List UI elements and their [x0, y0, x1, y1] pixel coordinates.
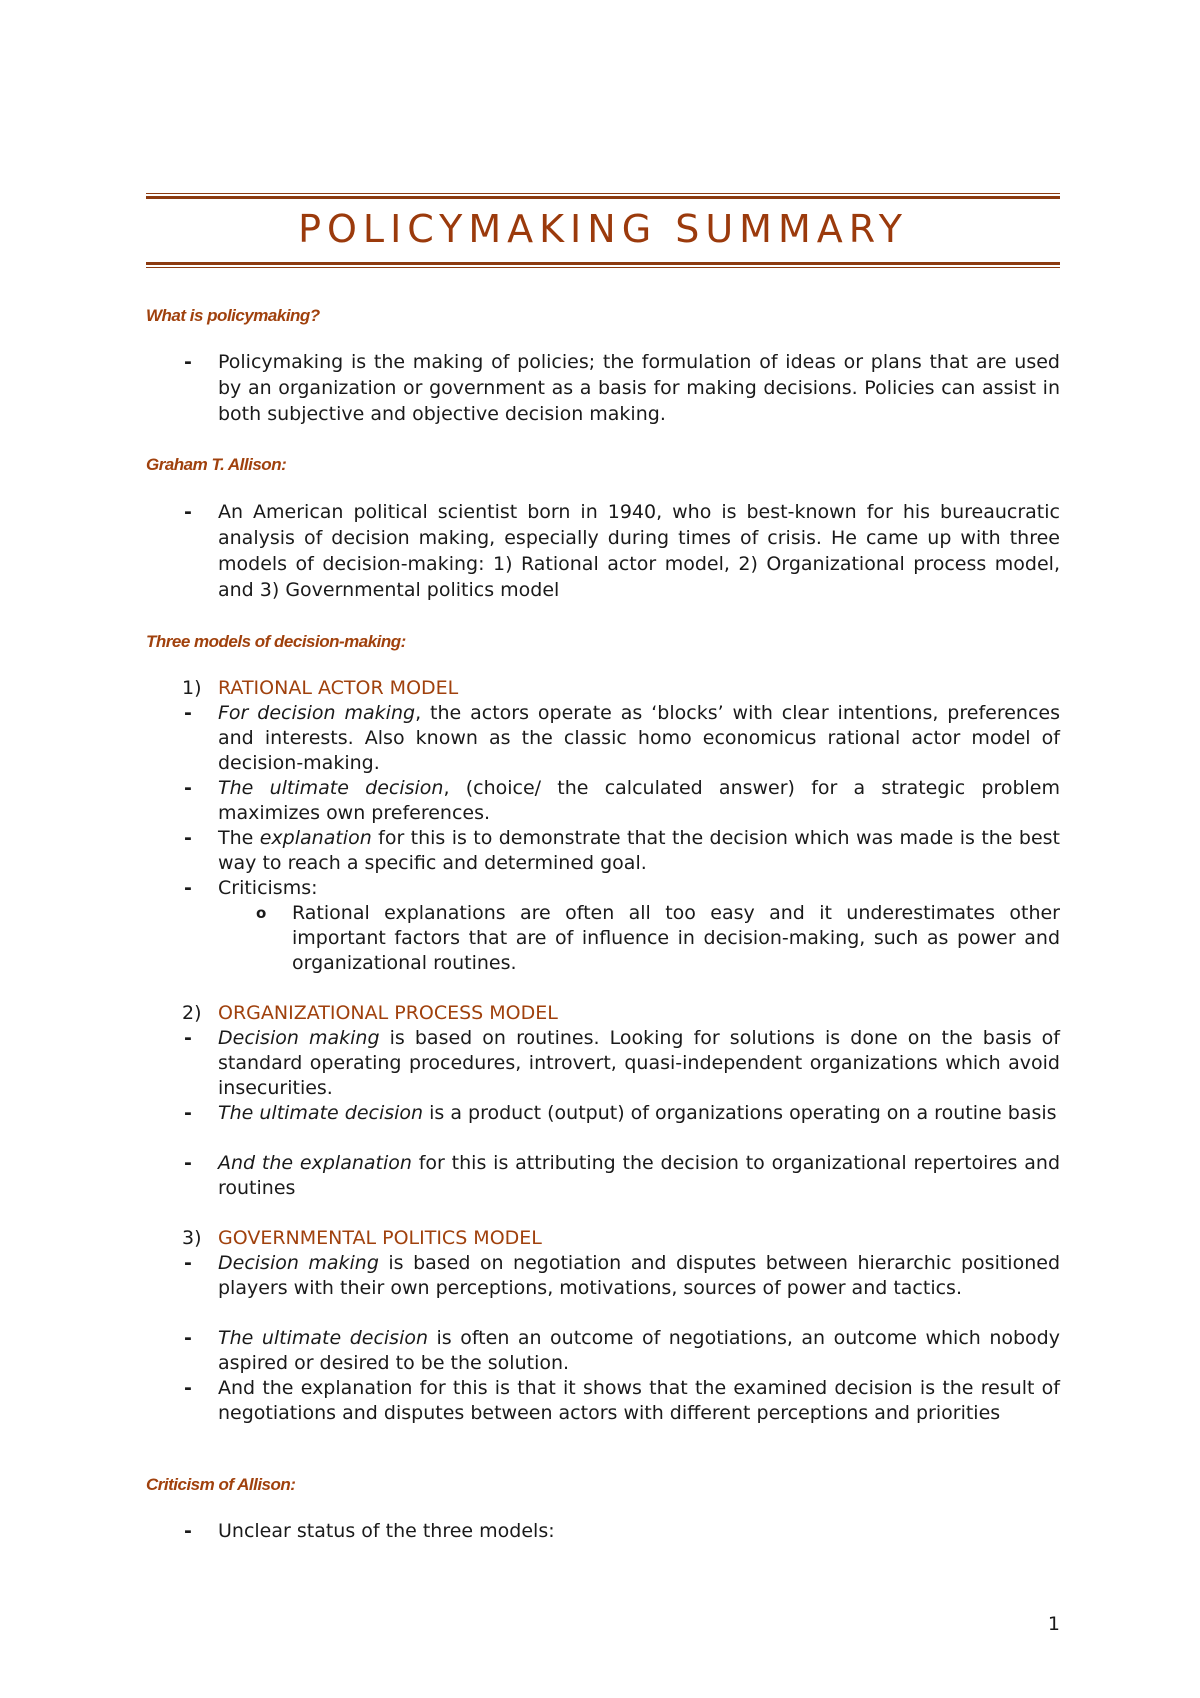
numbered-heading-organizational-process [146, 1001, 1060, 1026]
numbered-heading-rational-actor [146, 676, 1060, 701]
list-item [146, 349, 1060, 427]
list-item-text [218, 1026, 1060, 1101]
bullet-marker: - [184, 351, 192, 373]
model-title: ORGANIZATIONAL PROCESS MODEL [218, 1002, 558, 1024]
list-item-text [218, 1251, 1060, 1301]
section-heading-what-is-policymaking: What is policymaking? [146, 306, 320, 325]
list-item-text: Unclear status of the three models: [218, 1520, 555, 1542]
sub-list-item [146, 901, 1060, 976]
bullet-marker: - [184, 877, 192, 899]
model-title: GOVERNMENTAL POLITICS MODEL [218, 1227, 542, 1249]
document-title: POLICYMAKING SUMMARY [298, 207, 908, 251]
list-item-text: Criticisms: [218, 877, 318, 899]
emphasis-text: Decision making [218, 1252, 379, 1274]
list-item [146, 826, 1060, 876]
emphasis-text: Decision making [218, 1027, 380, 1049]
emphasis-text: And the explanation [218, 1152, 412, 1174]
list-number: 2) [182, 1002, 202, 1024]
body-text: , (choice/ the calculated answer) for a strategic problem maximizes own preferences. [218, 777, 1060, 824]
bullet-marker: - [184, 777, 192, 799]
page-number: 1 [1047, 1613, 1060, 1635]
list-item [146, 1518, 1060, 1544]
bullet-marker: - [184, 1377, 192, 1399]
emphasis-text: For decision making [218, 702, 416, 724]
title-top-rule [146, 193, 1060, 194]
list-number: 1) [182, 677, 202, 699]
body-text: for this is attributing the decision to organizational repertoires and routines [218, 1152, 1061, 1199]
list-item [146, 876, 1060, 901]
section-heading-allison: Graham T. Allison: [146, 455, 287, 474]
list-item-text [218, 701, 1060, 776]
list-item-text [218, 1326, 1060, 1376]
list-item-text: And the explanation for this is that it shows that the examined decision is the result of negotiations and disputes between actors with different perceptions and priorities [218, 1377, 1060, 1424]
bullet-marker: - [184, 1027, 192, 1049]
list-item-text [218, 1101, 1060, 1126]
list-item-text: An American political scientist born in 1940, who is best-known for his bureaucratic analysis of decision making, especially during times of crisis. He came up with three models of decision-making: 1) Rational actor model, 2) Organizational process model, and 3) Governmental politics model [218, 501, 1060, 601]
emphasis-text: The ultimate decision [218, 1102, 424, 1124]
emphasis-text: The ultimate decision [218, 777, 444, 799]
bullet-marker: - [184, 1327, 192, 1349]
body-text: is based on negotiation and disputes between hierarchic positioned players with their own perceptions, motivations, sources of power and tactics. [218, 1252, 1061, 1299]
bullet-marker: - [184, 501, 192, 523]
bullet-marker: - [184, 1102, 192, 1124]
list-item-text [218, 1151, 1060, 1201]
bullet-marker: - [184, 1152, 192, 1174]
body-text: , the actors operate as ‘blocks’ with clear intentions, preferences and interests. Also known as the classic homo economicus rational actor model of decision-making. [218, 702, 1060, 774]
body-text: The [218, 827, 260, 849]
model-title: RATIONAL ACTOR MODEL [218, 677, 459, 699]
numbered-heading-governmental-politics [146, 1226, 1060, 1251]
list-item [146, 1151, 1060, 1201]
emphasis-text: explanation [259, 827, 372, 849]
bullet-marker: - [184, 702, 192, 724]
section-heading-criticism: Criticism of Allison: [146, 1475, 296, 1494]
list-item [146, 1026, 1060, 1101]
bullet-marker: - [184, 1252, 192, 1274]
emphasis-text: The ultimate decision [218, 1327, 429, 1349]
list-item [146, 499, 1060, 603]
list-item [146, 776, 1060, 826]
list-item-text: Policymaking is the making of policies; the formulation of ideas or plans that are used by an organization or government as a basis for making decisions. Policies can assist in both subjective and objective decision making. [218, 351, 1060, 425]
list-item-text [218, 776, 1060, 826]
list-item [146, 1251, 1060, 1301]
section-heading-three-models: Three models of decision-making: [146, 632, 406, 651]
list-item [146, 701, 1060, 776]
bullet-marker: - [184, 827, 192, 849]
list-item-text [218, 826, 1060, 876]
list-number: 3) [182, 1227, 202, 1249]
sub-bullet-marker: o [256, 904, 267, 922]
body-text: for this is to demonstrate that the decision which was made is the best way to reach a specific and determined goal. [218, 827, 1060, 874]
body-text: is often an outcome of negotiations, an outcome which nobody aspired or desired to be the solution. [218, 1327, 1060, 1374]
list-item-text: Rational explanations are often all too easy and it underestimates other important factors that are of influence in decision-making, such as power and organizational routines. [292, 902, 1060, 974]
bullet-marker: - [184, 1520, 192, 1542]
list-item [146, 1376, 1060, 1426]
body-text: is based on routines. Looking for solutions is done on the basis of standard operating procedures, introvert, quasi-independent organizations which avoid insecurities. [218, 1027, 1060, 1099]
title-bottom-rule [146, 262, 1060, 265]
list-item [146, 1326, 1060, 1376]
list-item [146, 1101, 1060, 1126]
body-text: is a product (output) of organizations operating on a routine basis [423, 1102, 1057, 1124]
